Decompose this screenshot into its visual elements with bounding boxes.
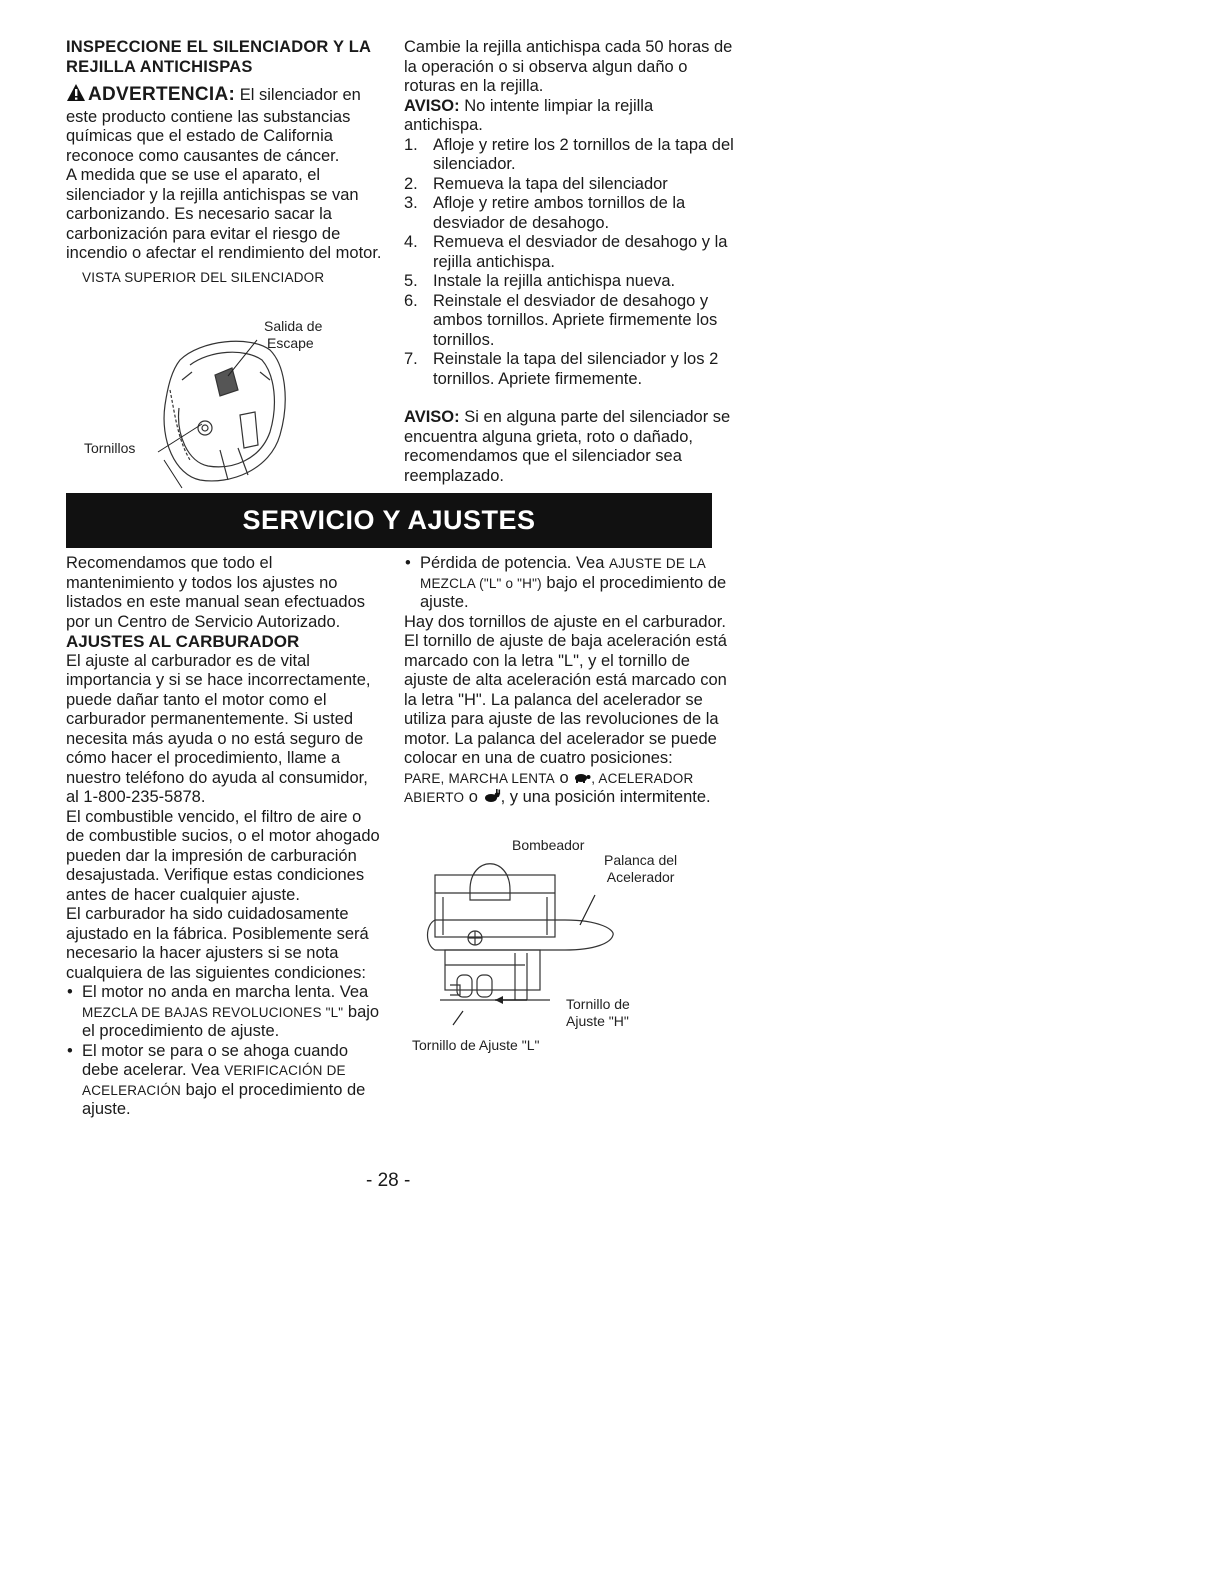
crack-notice bbox=[404, 408, 734, 486]
step-text: Instale la rejilla antichispa nueva. bbox=[433, 272, 676, 290]
notice-text: No intente limpiar la rejilla antichispa. bbox=[404, 96, 654, 134]
conditions-list bbox=[66, 983, 384, 1120]
condition-tail: bajo el procedimiento de ajuste. bbox=[82, 1080, 366, 1118]
carb-paragraph-3: El carburador ha sido cuidadosamente ajustado en la fábrica. Posiblemente será necesario la hacer ajusters si se nota cualquiera de las siguientes condiciones: bbox=[66, 905, 369, 982]
step-number: 3. bbox=[404, 194, 418, 212]
step-item bbox=[404, 292, 734, 351]
positions-or: o bbox=[559, 768, 569, 787]
throttle-lever-label-line1: Palanca del bbox=[604, 852, 678, 868]
step-number: 7. bbox=[404, 350, 418, 368]
turtle-icon bbox=[573, 769, 591, 787]
muffler-illustration bbox=[120, 320, 360, 495]
positions-tail: , y una posición intermitente. bbox=[500, 788, 711, 806]
screen-steps-list bbox=[404, 136, 734, 390]
step-text: Reinstale la tapa del silenciador y los 2 tornillos. Apriete firmemente. bbox=[433, 350, 719, 388]
condition-item bbox=[66, 983, 384, 1042]
service-right-column bbox=[404, 554, 734, 808]
warning-paragraph bbox=[66, 83, 384, 166]
step-item bbox=[404, 175, 734, 195]
muffler-section bbox=[66, 38, 384, 287]
h-screw-label-line2: Ajuste "H" bbox=[566, 1013, 629, 1029]
warning-label: ADVERTENCIA: bbox=[88, 84, 236, 105]
carb-paragraph-1: El ajuste al carburador es de vital importancia y si se hace incorrectamente, puede dañar tanto el motor como el carburador permanentemente. Si usted necesita más ayuda o no está seguro de cómo hacer el procedimiento, llame a nuestro teléfono do ayuda al consumidor, al 1-800-235-5878. bbox=[66, 651, 371, 806]
condition-ref: MEZCLA DE BAJAS REVOLUCIONES "L" bbox=[82, 1004, 344, 1020]
rabbit-icon bbox=[483, 788, 501, 806]
step-number: 1. bbox=[404, 135, 418, 154]
service-left-column bbox=[66, 554, 384, 1120]
step-number: 5. bbox=[404, 272, 418, 290]
carbon-paragraph: A medida que se use el aparato, el silenciador y la rejilla antichispas se van carbonizando. Es necesario sacar la carbonización para evitar el riesgo de incendio o afectar el rendimiento del motor. bbox=[66, 166, 382, 262]
page-number: - 28 - bbox=[366, 1170, 411, 1191]
condition-ref: AJUSTE DE LA MEZCLA ("L" o "H") bbox=[420, 556, 706, 591]
conditions-list-continued bbox=[404, 554, 734, 613]
carburetor-heading: AJUSTES AL CARBURADOR bbox=[66, 632, 300, 651]
screen-intro: Cambie la rejilla antichispa cada 50 horas de la operación o si observa algun daño o roturas en la rejilla. bbox=[404, 38, 733, 95]
step-item bbox=[404, 272, 734, 292]
step-number: 2. bbox=[404, 174, 418, 193]
step-item bbox=[404, 194, 734, 233]
h-screw-label bbox=[566, 996, 630, 1030]
warning-triangle-icon bbox=[66, 83, 86, 108]
step-text: Afloje y retire los 2 tornillos de la tapa del silenciador. bbox=[433, 135, 734, 173]
step-item bbox=[404, 136, 734, 175]
condition-tail: bajo el procedimiento de ajuste. bbox=[82, 1002, 380, 1040]
condition-tail: bajo el procedimiento de ajuste. bbox=[420, 573, 727, 611]
exhaust-label-line1: Salida de bbox=[264, 318, 323, 334]
spark-screen-section bbox=[404, 38, 734, 486]
muffler-figure-title: VISTA SUPERIOR DEL SILENCIADOR bbox=[82, 269, 325, 285]
condition-text: El motor se para o se ahoga cuando debe acelerar. Vea bbox=[82, 1041, 349, 1079]
l-screw-label: Tornillo de Ajuste "L" bbox=[412, 1037, 540, 1053]
throttle-lever-label-line2: Acelerador bbox=[606, 869, 675, 885]
notice2-label: AVISO: bbox=[404, 408, 460, 426]
carb-paragraph-2: El combustible vencido, el filtro de aire o de combustible sucios, o el motor ahogado pueden dar la impresión de carburación desajustada. Verifique estas condiciones antes de hacer cualquier ajuste. bbox=[66, 807, 380, 904]
exhaust-label-line2: Escape bbox=[267, 335, 314, 351]
step-item bbox=[404, 350, 734, 389]
condition-item bbox=[66, 1042, 384, 1120]
warning-text: El silenciador en este producto contiene las substancias químicas que el estado de California reconoce como causantes de cáncer. bbox=[66, 86, 361, 165]
positions-or-2: o bbox=[468, 788, 478, 806]
primer-label: Bombeador bbox=[512, 837, 585, 853]
step-text: Reinstale el desviador de desahogo y ambos tornillos. Apriete firmemente los tornillos. bbox=[433, 291, 718, 349]
notice2-text: Si en alguna parte del silenciador se encuentra alguna grieta, roto o dañado, recomendamos que el silenciador sea reemplazado. bbox=[404, 408, 731, 485]
condition-text: Pérdida de potencia. Vea bbox=[420, 554, 605, 572]
step-number: 4. bbox=[404, 233, 418, 251]
carb-paragraph-4: Hay dos tornillos de ajuste en el carburador. El tornillo de ajuste de baja aceleración está marcado con la letra "L", y el tornillo de ajuste de alta aceleración está marcado con la letra "H". La palanca del acelerador se utiliza para ajuste de las revoluciones de la motor. La palanca del acelerador se puede colocar en una de cuatro posiciones: bbox=[404, 612, 727, 767]
condition-text: El motor no anda en marcha lenta. Vea bbox=[82, 983, 369, 1001]
positions-stop-idle: PARE, MARCHA LENTA bbox=[404, 770, 555, 786]
step-text: Remueva el desviador de desahogo y la rejilla antichispa. bbox=[433, 233, 728, 271]
muffler-heading: INSPECCIONE EL SILENCIADOR Y LA REJILLA ANTICHISPAS bbox=[66, 38, 371, 76]
positions-full-throttle: , ACELERADOR ABIERTO bbox=[404, 770, 694, 805]
h-screw-label-line1: Tornillo de bbox=[566, 996, 630, 1012]
throttle-lever-label bbox=[604, 852, 677, 886]
step-item bbox=[404, 233, 734, 272]
notice-label: AVISO: bbox=[404, 96, 460, 115]
condition-item bbox=[404, 554, 734, 613]
screen-notice bbox=[404, 97, 734, 136]
section-banner: SERVICIO Y AJUSTES bbox=[66, 493, 712, 548]
step-number: 6. bbox=[404, 291, 418, 310]
step-text: Afloje y retire ambos tornillos de la desviador de desahogo. bbox=[433, 194, 686, 232]
service-intro: Recomendamos que todo el mantenimiento y todos los ajustes no listados en este manual sean efectuados por un Centro de Servicio Autorizado. bbox=[66, 554, 366, 631]
screws-label: Tornillos bbox=[84, 440, 136, 456]
throttle-positions bbox=[404, 769, 734, 808]
exhaust-label bbox=[264, 318, 322, 352]
condition-ref: VERIFICACIÓN DE ACELERACIÓN bbox=[82, 1063, 346, 1098]
step-text: Remueva la tapa del silenciador bbox=[433, 174, 668, 193]
